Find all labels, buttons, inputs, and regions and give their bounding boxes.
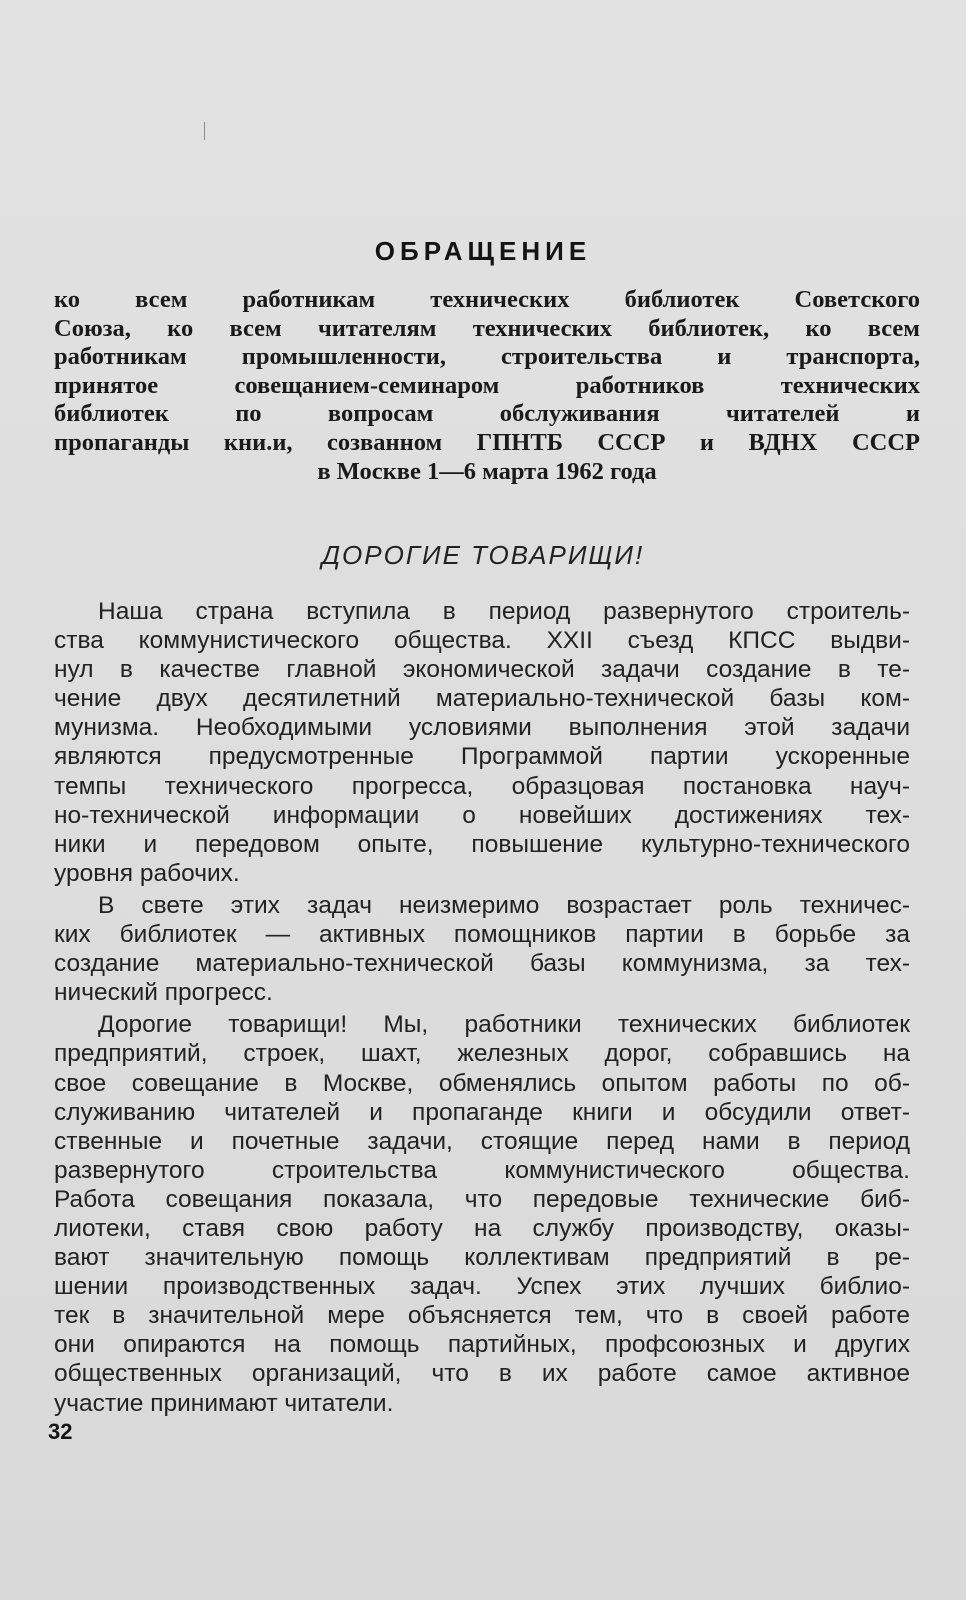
subtitle-line: работникам промышленности, строительства и транспорта, — [54, 343, 920, 371]
paragraph-line: общественных организаций, что в их работе самое активное — [54, 1360, 910, 1388]
pencil-mark — [204, 122, 205, 140]
paragraph-line: мунизма. Необходимыми условиями выполнения этой задачи — [54, 714, 910, 742]
subtitle-line: пропаганды кни.и, созванном ГПНТБ СССР и ВДНХ СССР — [54, 428, 920, 456]
paragraph-line: Работа совещания показала, что передовые технические биб- — [54, 1185, 910, 1213]
paragraph-line: Наша страна вступила в период развернутого строитель- — [98, 598, 910, 625]
document-subtitle — [54, 286, 920, 486]
paragraph-line: предприятий, строек, шахт, железных дорог, собравшись на — [54, 1040, 910, 1068]
paragraph-line: ственные и почетные задачи, стоящие перед нами в период — [54, 1127, 910, 1155]
paragraph-line: тек в значительной мере объясняется тем, что в своей работе — [54, 1302, 910, 1330]
subtitle-line: в Москве 1—6 марта 1962 года — [317, 457, 657, 485]
paragraph-line: ства коммунистического общества. XXII съезд КПСС выдви- — [54, 627, 910, 655]
subtitle-line: принятое совещанием-семинаром работников технических — [54, 371, 920, 399]
paragraph-line: чение двух десятилетний материально-технической базы ком- — [54, 685, 910, 713]
page-number: 32 — [48, 1419, 73, 1444]
subtitle-line: библиотек по вопросам обслуживания читателей и — [54, 400, 920, 428]
body-text — [54, 597, 910, 1418]
paragraph-line: создание материально-технической базы коммунизма, за тех- — [54, 950, 910, 978]
paragraph-line: В свете этих задач неизмеримо возрастает роль техничес- — [98, 891, 910, 919]
paragraph-line: свое совещание в Москве, обменялись опытом работы по об- — [54, 1069, 910, 1097]
paragraph-3 — [54, 1010, 910, 1417]
paragraph-line: вают значительную помощь коллективам предприятий в ре- — [54, 1244, 910, 1272]
subtitle-line: ко всем работникам технических библиотек Советского — [54, 286, 920, 313]
paragraph-line: являются предусмотренные Программой партии ускоренные — [54, 743, 910, 771]
paragraph-line: шении производственных задач. Успех этих лучших библио- — [54, 1273, 910, 1301]
paragraph-1 — [54, 597, 910, 888]
paragraph-line: ких библиотек — активных помощников партии в борьбе за — [54, 921, 910, 949]
paragraph-line: они опираются на помощь партийных, профсоюзных и других — [54, 1331, 910, 1359]
paragraph-line: уровня рабочих. — [54, 859, 240, 887]
paragraph-2 — [54, 891, 910, 1007]
paragraph-line: темпы технического прогресса, образцовая постановка науч- — [54, 772, 910, 800]
paragraph-line: но-технической информации о новейших достижениях тех- — [54, 801, 910, 829]
salutation-heading: ДОРОГИЕ ТОВАРИЩИ! — [321, 540, 645, 570]
paragraph-line: нический прогресс. — [54, 979, 273, 1007]
paragraph-line: нул в качестве главной экономической задачи создание в те- — [54, 656, 910, 684]
paragraph-line: Дорогие товарищи! Мы, работники технических библиотек — [98, 1011, 910, 1039]
paragraph-line: ники и передовом опыте, повышение культурно-технического — [54, 830, 910, 858]
document-title: ОБРАЩЕНИЕ — [374, 236, 592, 266]
paragraph-line: лиотеки, ставя свою работу на службу производству, оказы- — [54, 1214, 910, 1242]
paragraph-line: развернутого строительства коммунистического общества. — [54, 1156, 910, 1184]
paragraph-line: служиванию читателей и пропаганде книги и обсудили ответ- — [54, 1098, 910, 1126]
paragraph-line: участие принимают читатели. — [54, 1389, 394, 1417]
subtitle-line: Союза, ко всем читателям технических библиотек, ко всем — [54, 314, 920, 342]
